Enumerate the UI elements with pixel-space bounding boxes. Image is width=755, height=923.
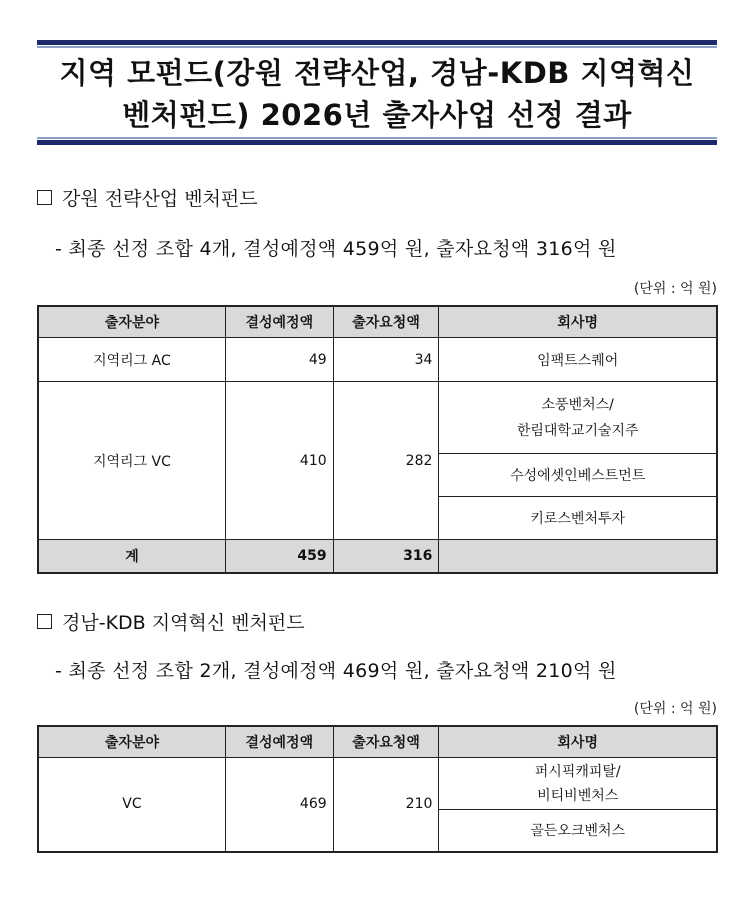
title-rule-top (37, 40, 717, 45)
header-planned: 결성예정액 (225, 306, 333, 338)
header-requested: 출자요청액 (333, 306, 439, 338)
section-summary-gyeongnam: - 최종 선정 조합 2개, 결성예정액 469억 원, 출자요청액 210억 원 (55, 660, 617, 682)
cell-planned: 410 (225, 382, 333, 540)
cell-company: 소풍벤처스/ 한림대학교기술지주 (439, 382, 717, 454)
cell-company: 임팩트스퀘어 (439, 338, 717, 382)
title-rule-bottom (37, 140, 717, 145)
page-title (37, 52, 717, 136)
header-field: 출자분야 (38, 726, 225, 758)
title-line-1: 지역 모펀드(강원 전략산업, 경남-KDB 지역혁신 (59, 56, 695, 90)
cell-total-requested: 316 (333, 540, 439, 573)
header-company: 회사명 (439, 306, 717, 338)
table-total-row (38, 540, 717, 573)
unit-label: (단위 : 억 원) (633, 281, 717, 297)
cell-planned: 49 (225, 338, 333, 382)
header-company: 회사명 (439, 726, 717, 758)
cell-company: 수성에셋인베스트먼트 (439, 454, 717, 497)
table-row (38, 338, 717, 382)
cell-company: 키로스벤처투자 (439, 497, 717, 540)
cell-company: 퍼시픽캐피탈/ 비티비벤처스 (439, 758, 717, 810)
section-summary-gangwon: - 최종 선정 조합 4개, 결성예정액 459억 원, 출자요청액 316억 원 (55, 238, 617, 260)
title-rule-bottom-thin (37, 137, 717, 139)
table-row (38, 758, 717, 810)
title-line-2: 벤처펀드) 2026년 출자사업 선정 결과 (122, 98, 632, 132)
section-heading-text: 경남-KDB 지역혁신 벤처펀드 (62, 612, 305, 634)
cell-requested: 34 (333, 338, 439, 382)
cell-total-label: 계 (38, 540, 225, 573)
table-header-row (38, 726, 717, 758)
section-heading-text: 강원 전략산업 벤처펀드 (62, 188, 258, 210)
cell-requested: 210 (333, 758, 439, 852)
results-table-gangwon (37, 305, 718, 574)
title-rule-top-thin (37, 46, 717, 48)
table-row (38, 382, 717, 454)
cell-planned: 469 (225, 758, 333, 852)
results-table-gyeongnam (37, 725, 718, 853)
cell-field: 지역리그 VC (38, 382, 225, 540)
section-heading-gangwon (37, 184, 258, 211)
table-header-row (38, 306, 717, 338)
header-planned: 결성예정액 (225, 726, 333, 758)
cell-field: VC (38, 758, 225, 852)
cell-requested: 282 (333, 382, 439, 540)
checkbox-square-icon (37, 614, 52, 629)
cell-total-planned: 459 (225, 540, 333, 573)
checkbox-square-icon (37, 190, 52, 205)
cell-field: 지역리그 AC (38, 338, 225, 382)
cell-company: 골든오크벤처스 (439, 810, 717, 852)
cell-total-empty (439, 540, 717, 573)
header-field: 출자분야 (38, 306, 225, 338)
section-heading-gyeongnam (37, 608, 305, 635)
unit-label: (단위 : 억 원) (633, 701, 717, 717)
header-requested: 출자요청액 (333, 726, 439, 758)
